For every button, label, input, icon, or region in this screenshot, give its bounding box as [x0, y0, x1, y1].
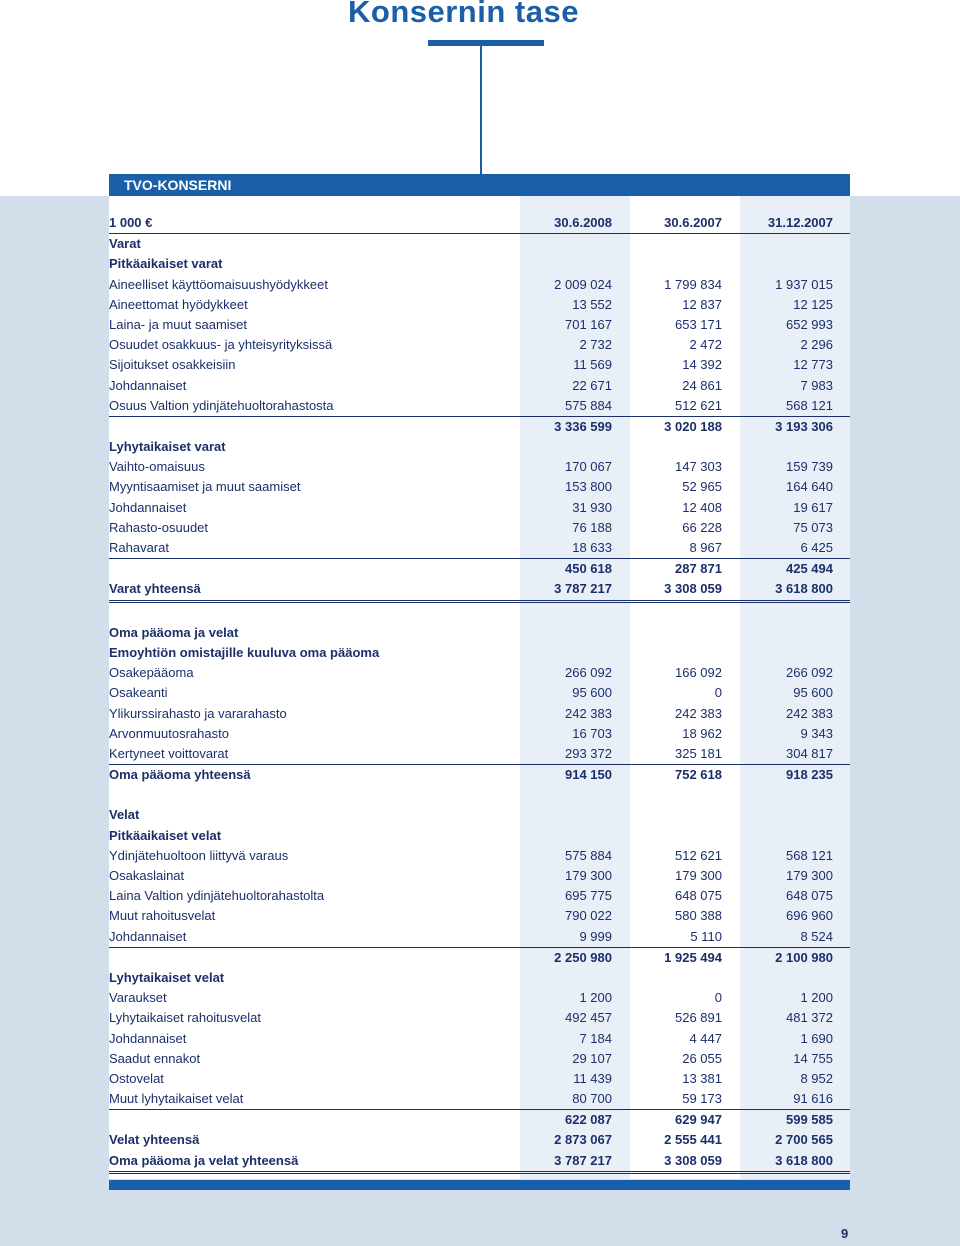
row-value-v2: 12 837	[682, 296, 722, 312]
row-label: Velat	[109, 807, 140, 823]
unit-label: 1 000 €	[109, 215, 153, 230]
table-row	[109, 866, 850, 886]
row-label: Muut rahoitusvelat	[109, 908, 216, 924]
row-label: Johdannaiset	[109, 928, 187, 944]
row-label: Oma pääoma yhteensä	[109, 767, 251, 783]
row-value-v3: 304 817	[786, 745, 833, 761]
table-body	[109, 234, 850, 1174]
row-value-v3: 568 121	[786, 847, 833, 863]
row-label: Osakepääoma	[109, 665, 194, 681]
row-label: Varat	[109, 236, 141, 252]
row-value-v1: 293 372	[565, 745, 612, 761]
row-value-v2: 0	[714, 990, 722, 1006]
row-value-v3: 164 640	[786, 479, 833, 495]
row-value-v2: 512 621	[675, 397, 722, 413]
table-row	[109, 603, 850, 623]
row-value-v3: 14 755	[793, 1050, 833, 1066]
row-value-v1: 575 884	[565, 397, 612, 413]
row-value-v2: 8 967	[689, 540, 722, 555]
row-value-v3: 19 617	[793, 499, 833, 515]
row-value-v1: 13 552	[572, 296, 612, 312]
row-value-v2: 752 618	[675, 767, 722, 783]
row-label: Arvonmuutosrahasto	[109, 725, 229, 741]
table-row	[109, 295, 850, 315]
table-row	[109, 886, 850, 906]
row-value-v2: 1 925 494	[664, 949, 722, 965]
row-value-v3: 481 372	[786, 1010, 833, 1026]
row-label: Saadut ennakot	[109, 1050, 201, 1066]
row-value-v1: 22 671	[572, 377, 612, 393]
row-value-v1: 16 703	[572, 725, 612, 741]
row-value-v2: 26 055	[682, 1050, 722, 1066]
table-row	[109, 1130, 850, 1150]
row-value-v2: 3 020 188	[664, 418, 722, 434]
decorative-vertical-line	[480, 46, 482, 174]
table-row	[109, 927, 850, 948]
column-header-2008: 30.6.2008	[554, 215, 612, 230]
row-value-v1: 29 107	[572, 1050, 612, 1066]
row-value-v1: 95 600	[572, 685, 612, 701]
row-label: Pitkäaikaiset velat	[109, 827, 222, 843]
row-value-v2: 526 891	[675, 1010, 722, 1026]
row-value-v2: 512 621	[675, 847, 722, 863]
row-value-v3: 9 343	[800, 725, 833, 741]
row-value-v2: 653 171	[675, 316, 722, 332]
row-label: Varaukset	[109, 990, 167, 1006]
row-value-v1: 701 167	[565, 316, 612, 332]
row-value-v1: 80 700	[572, 1091, 612, 1107]
row-label: Johdannaiset	[109, 377, 187, 393]
row-label: Johdannaiset	[109, 499, 187, 515]
row-value-v1: 575 884	[565, 847, 612, 863]
table-row	[109, 275, 850, 295]
table-row	[109, 579, 850, 602]
table-row	[109, 457, 850, 477]
row-value-v2: 13 381	[682, 1070, 722, 1086]
row-value-v2: 4 447	[689, 1030, 722, 1046]
table-row	[109, 724, 850, 744]
balance-sheet-table	[109, 213, 850, 1174]
row-label: Ydinjätehuoltoon liittyvä varaus	[109, 847, 289, 863]
table-row	[109, 1089, 850, 1110]
row-value-v3: 8 952	[800, 1070, 833, 1086]
row-value-v2: 179 300	[675, 868, 722, 883]
table-row	[109, 1029, 850, 1049]
row-label: Osuus Valtion ydinjätehuoltorahastosta	[109, 397, 334, 413]
table-row	[109, 744, 850, 765]
row-value-v1: 11 569	[573, 357, 612, 373]
table-row	[109, 704, 850, 724]
row-value-v1: 3 787 217	[554, 1152, 612, 1168]
table-row	[109, 437, 850, 457]
row-value-v1: 266 092	[565, 665, 612, 681]
row-value-v2: 166 092	[675, 665, 722, 681]
row-value-v3: 6 425	[800, 540, 833, 555]
table-row	[109, 968, 850, 988]
table-row	[109, 498, 850, 518]
row-value-v3: 242 383	[786, 705, 833, 721]
row-value-v1: 450 618	[565, 561, 612, 577]
row-value-v3: 2 100 980	[775, 949, 833, 965]
row-value-v2: 2 555 441	[664, 1132, 722, 1148]
row-value-v3: 7 983	[800, 377, 833, 393]
row-label: Rahasto-osuudet	[109, 519, 209, 535]
row-label: Oma pääoma ja velat yhteensä	[109, 1152, 299, 1168]
table-row	[109, 315, 850, 335]
table-row	[109, 785, 850, 805]
row-label: Sijoitukset osakkeisiin	[109, 357, 236, 373]
row-value-v3: 1 690	[800, 1030, 833, 1046]
row-value-v3: 95 600	[793, 685, 833, 701]
row-label: Varat yhteensä	[109, 581, 201, 597]
row-value-v3: 2 700 565	[775, 1132, 833, 1148]
table-row	[109, 846, 850, 866]
table-row	[109, 396, 850, 417]
row-value-v3: 12 773	[793, 357, 833, 373]
row-value-v1: 153 800	[565, 479, 612, 495]
row-value-v2: 3 308 059	[664, 1152, 722, 1168]
row-value-v3: 91 616	[793, 1091, 833, 1107]
row-value-v3: 8 524	[800, 928, 833, 944]
row-value-v2: 18 962	[682, 725, 722, 741]
row-value-v1: 3 336 599	[554, 418, 612, 434]
row-value-v1: 2 009 024	[554, 276, 612, 292]
table-row	[109, 1151, 850, 1174]
row-value-v3: 3 193 306	[775, 418, 833, 434]
row-value-v3: 3 618 800	[775, 581, 833, 597]
table-row	[109, 518, 850, 538]
row-label: Vaihto-omaisuus	[109, 459, 205, 475]
row-label: Oma pääoma ja velat	[109, 624, 239, 640]
row-label: Aineelliset käyttöomaisuushyödykkeet	[109, 276, 328, 292]
row-value-v3: 599 585	[786, 1112, 833, 1128]
row-value-v3: 12 125	[793, 296, 833, 312]
row-value-v2: 580 388	[675, 908, 722, 924]
row-label: Aineettomat hyödykkeet	[109, 296, 248, 312]
row-label: Pitkäaikaiset varat	[109, 256, 223, 272]
table-row	[109, 559, 850, 579]
row-value-v1: 2 250 980	[554, 949, 612, 965]
row-value-v3: 648 075	[786, 888, 833, 904]
row-value-v2: 66 228	[682, 519, 722, 535]
row-label: Osakaslainat	[109, 868, 185, 883]
row-label: Kertyneet voittovarat	[109, 745, 229, 761]
table-row	[109, 1008, 850, 1028]
row-label: Muut lyhytaikaiset velat	[109, 1091, 244, 1107]
row-value-v2: 5 110	[690, 928, 722, 944]
row-value-v1: 7 184	[579, 1030, 612, 1046]
row-value-v2: 0	[714, 685, 722, 701]
row-value-v3: 3 618 800	[775, 1152, 833, 1168]
row-value-v1: 179 300	[565, 868, 612, 883]
row-value-v3: 1 200	[800, 990, 833, 1006]
row-value-v2: 14 392	[682, 357, 722, 373]
row-value-v3: 75 073	[793, 519, 833, 535]
bottom-bar	[109, 1180, 850, 1190]
row-label: Johdannaiset	[109, 1030, 187, 1046]
row-value-v2: 242 383	[675, 705, 722, 721]
row-label: Laina Valtion ydinjätehuoltorahastolta	[109, 888, 325, 904]
row-value-v1: 76 188	[572, 519, 612, 535]
company-name: TVO-KONSERNI	[124, 177, 232, 193]
row-label: Rahavarat	[109, 540, 169, 555]
row-value-v1: 492 457	[565, 1010, 612, 1026]
company-header-bar	[109, 174, 850, 196]
row-value-v3: 918 235	[786, 767, 833, 783]
table-row	[109, 355, 850, 375]
row-value-v2: 52 965	[682, 479, 722, 495]
row-value-v1: 170 067	[565, 459, 612, 475]
row-value-v1: 9 999	[579, 928, 612, 944]
table-row	[109, 988, 850, 1008]
row-value-v2: 1 799 834	[664, 276, 722, 292]
title-underline-bar	[428, 40, 544, 46]
row-value-v3: 1 937 015	[775, 276, 833, 292]
page-number: 9	[841, 1226, 849, 1241]
row-value-v2: 287 871	[675, 561, 722, 577]
row-value-v3: 696 960	[786, 908, 833, 924]
row-value-v3: 425 494	[786, 561, 833, 577]
row-value-v3: 179 300	[786, 868, 833, 883]
table-row	[109, 623, 850, 643]
row-label: Osakeanti	[109, 685, 168, 701]
row-value-v2: 2 472	[689, 337, 722, 353]
row-value-v1: 695 775	[565, 888, 612, 904]
row-value-v3: 159 739	[786, 459, 833, 475]
row-value-v2: 325 181	[675, 745, 722, 761]
row-label: Velat yhteensä	[109, 1132, 200, 1148]
row-value-v3: 568 121	[786, 397, 833, 413]
table-row	[109, 234, 850, 254]
row-value-v1: 2 732	[579, 337, 612, 353]
row-value-v2: 629 947	[675, 1112, 722, 1128]
table-row	[109, 335, 850, 355]
table-row	[109, 1110, 850, 1130]
row-value-v2: 3 308 059	[664, 581, 722, 597]
table-row	[109, 538, 850, 559]
column-header-dec-2007: 31.12.2007	[767, 215, 833, 230]
row-value-v2: 12 408	[682, 499, 722, 515]
row-label: Myyntisaamiset ja muut saamiset	[109, 479, 301, 495]
row-value-v1: 914 150	[565, 767, 612, 783]
column-header-jun-2007: 30.6.2007	[664, 215, 722, 230]
row-value-v3: 2 296	[800, 337, 833, 353]
row-value-v1: 3 787 217	[554, 581, 612, 597]
row-value-v2: 147 303	[675, 459, 722, 475]
row-label: Laina- ja muut saamiset	[109, 316, 248, 332]
row-value-v2: 59 173	[682, 1091, 722, 1107]
table-row	[109, 663, 850, 683]
table-row	[109, 254, 850, 274]
row-label: Lyhytaikaiset rahoitusvelat	[109, 1010, 261, 1026]
table-row	[109, 948, 850, 968]
row-value-v1: 790 022	[565, 908, 612, 924]
row-label: Lyhytaikaiset varat	[109, 439, 226, 455]
table-row	[109, 805, 850, 825]
row-value-v1: 31 930	[572, 499, 612, 515]
row-label: Osuudet osakkuus- ja yhteisyrityksissä	[109, 337, 333, 353]
page-title: Konsernin tase	[348, 0, 579, 29]
row-value-v3: 652 993	[786, 316, 833, 332]
row-value-v1: 622 087	[565, 1112, 612, 1128]
row-label: Ylikurssirahasto ja vararahasto	[109, 705, 287, 721]
table-row	[109, 906, 850, 926]
row-label: Lyhytaikaiset velat	[109, 969, 225, 985]
row-label: Emoyhtiön omistajille kuuluva oma pääoma	[109, 644, 380, 660]
table-row	[109, 683, 850, 703]
table-row	[109, 1069, 850, 1089]
table-row	[109, 417, 850, 437]
table-row	[109, 765, 850, 785]
table-row	[109, 826, 850, 846]
row-value-v1: 1 200	[579, 990, 612, 1006]
row-value-v1: 242 383	[565, 705, 612, 721]
row-value-v2: 648 075	[675, 888, 722, 904]
row-value-v2: 24 861	[682, 377, 722, 393]
table-row	[109, 643, 850, 663]
table-row	[109, 477, 850, 497]
row-value-v1: 2 873 067	[554, 1132, 612, 1148]
row-value-v3: 266 092	[786, 665, 833, 681]
row-value-v1: 18 633	[572, 540, 612, 555]
row-label: Ostovelat	[109, 1070, 164, 1086]
table-row	[109, 1049, 850, 1069]
table-header-row	[109, 213, 850, 234]
table-row	[109, 376, 850, 396]
row-value-v1: 11 439	[573, 1070, 612, 1086]
